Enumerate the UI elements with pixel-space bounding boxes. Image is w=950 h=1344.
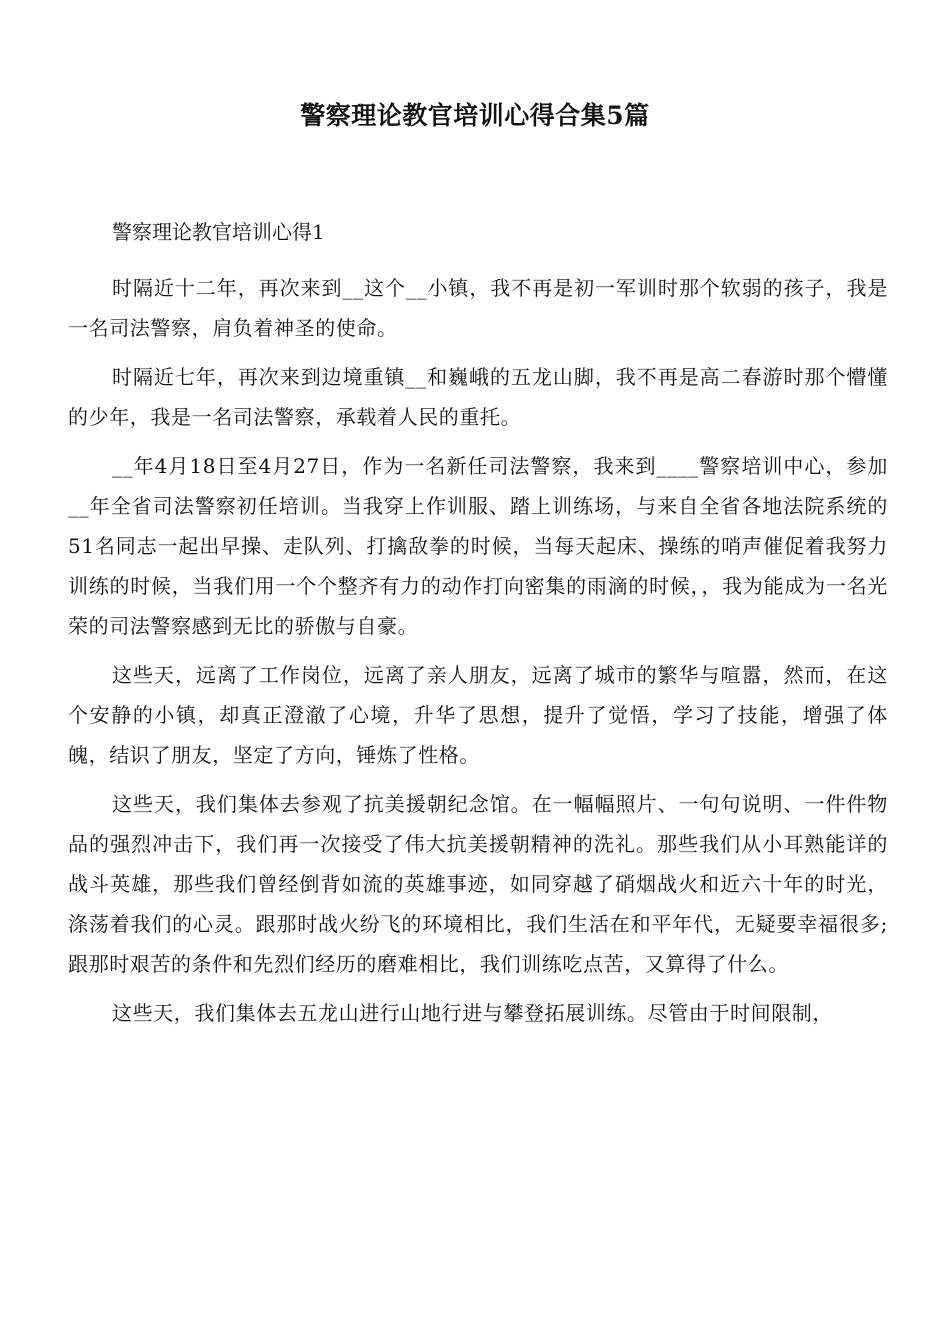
paragraph-3: __年4月18日至4月27日，作为一名新任司法警察，我来到____警察培训中心，参加__年全省司法警察初任培训。当我穿上作训服、踏上训练场，与来自全省各地法院系统的51名同志一起出早操、走队列、打擒敌拳的时候，当每天起床、操练的哨声催促着我努力训练的时候，当我们用一个个整齐有力的动作打向密集的雨滴的时候，，我为能成为一名光荣的司法警察感到无比的骄傲与自豪。 bbox=[68, 454, 888, 638]
paragraph-6: 这些天，我们集体去五龙山进行山地行进与攀登拓展训练。尽管由于时间限制， bbox=[112, 1001, 833, 1025]
paragraph-4: 这些天，远离了工作岗位，远离了亲人朋友，远离了城市的繁华与喧嚣，然而，在这个安静的小镇，却真正澄澈了心境，升华了思想，提升了觉悟，学习了技能，增强了体魄，结识了朋友，坚定了方向，锤炼了性格。 bbox=[68, 663, 888, 767]
paragraph-5: 这些天，我们集体去参观了抗美援朝纪念馆。在一幅幅照片、一句句说明、一件件物品的强烈冲击下，我们再一次接受了伟大抗美援朝精神的洗礼。那些我们从小耳熟能详的战斗英雄，那些我们曾经倒背如流的英雄事迹，如同穿越了硝烟战火和近六十年的时光，涤荡着我们的心灵。跟那时战火纷飞的环境相比，我们生活在和平年代，无疑要幸福很多;跟那时艰苦的条件和先烈们经历的磨难相比，我们训练吃点苦，又算得了什么。 bbox=[68, 792, 888, 976]
paragraph-2: 时隔近七年，再次来到边境重镇__和巍峨的五龙山脚，我不再是高二春游时那个懵懂的少年，我是一名司法警察，承载着人民的重托。 bbox=[68, 365, 888, 429]
document-body bbox=[68, 215, 888, 1042]
paragraph-1: 时隔近十二年，再次来到__这个__小镇，我不再是初一军训时那个软弱的孩子，我是一名司法警察，肩负着神圣的使命。 bbox=[68, 276, 888, 340]
section-heading: 警察理论教官培训心得1 bbox=[112, 220, 325, 244]
document-title: 警察理论教官培训心得合集5篇 bbox=[300, 101, 650, 130]
